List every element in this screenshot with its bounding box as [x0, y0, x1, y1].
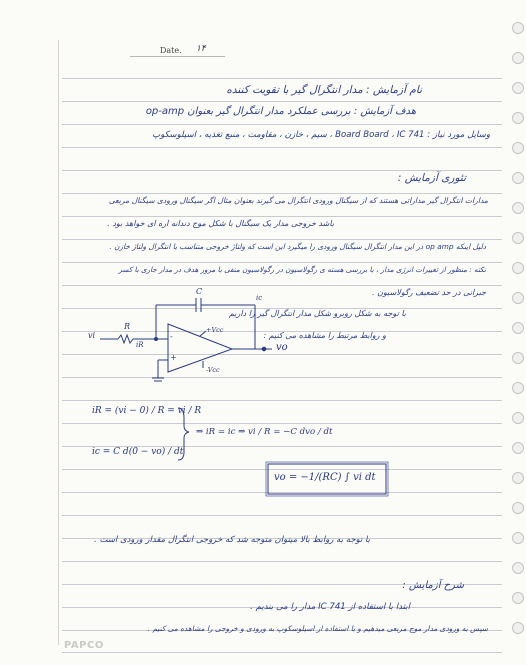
circuit-intro-line: با توجه به شکل روبرو شکل مدار انتگرال گیر را داریم — [228, 309, 406, 318]
boxed-result-equation: vo = −1/(RC) ∫ vi dt — [274, 472, 376, 483]
circuit-label-vi: vi — [88, 331, 96, 340]
theory-paragraph-line: دلیل اینکه op amp در این مدار انتگرال سیگنال ورودی را میگیرد این است که ولتاژ خروجی متناسب با انتگرال ولتاژ خازن . — [109, 242, 486, 251]
circuit-label-ir: iR — [136, 341, 144, 349]
circuit-label-vcc-pos: +Vcc — [206, 326, 224, 334]
procedure-heading: شرح آزمایش : — [402, 580, 464, 591]
experiment-goal: هدف آزمایش : بررسی عملکرد مدار انتگرال گیر بعنوان op-amp — [145, 106, 416, 117]
theory-note-line: نکته : منظور از تغییرات انرژی مدار ، با بررسی هسته ی رگولاسیون در رگولاسیون منفی با مرور هدف در مدار جاری با کسر — [118, 265, 486, 274]
theory-paragraph-line: مدارات انتگرال گیر مداراتی هستند که از سیگنال ورودی انتگرال می گیرند بعنوان مثال اگر سیگنال ورودی سیگنال مربعی — [108, 196, 488, 205]
date-label: Date. — [160, 46, 182, 55]
circuit-label-plus: + — [170, 353, 177, 362]
theory-heading: تئوری آزمایش : — [397, 172, 466, 184]
circuit-label-c: C — [196, 287, 203, 296]
circuit-label-r: R — [124, 322, 131, 331]
equation-implies: ⇒ iR = ic ⇒ vi / R = −C dvo / dt — [196, 427, 333, 437]
equation-ic: ic = C d(0 − vo) / dt — [92, 447, 184, 457]
date-value: ۱۴ — [196, 44, 206, 54]
equipment-list: وسایل مورد نیاز : Board Board ، IC 741 ، سیم ، خازن ، مقاومت ، منبع تغذیه ، اسیلوسکوپ — [152, 130, 490, 140]
papco-logo: PAPCO — [64, 640, 104, 651]
circuit-label-vo: vo — [276, 342, 288, 353]
procedure-step-line: سپس به ورودی مدار موج مربعی میدهیم و با استفاده از اسیلوسکوپ به ورودی و خروجی را مشاهده می کنیم . — [147, 624, 488, 633]
result-line: با توجه به روابط بالا میتوان متوجه شد که خروجی انتگرال مقدار ورودی است . — [94, 535, 370, 545]
circuit-label-minus: - — [170, 332, 173, 341]
theory-paragraph-line: باشد خروجی مدار یک سیگنال با شکل موج دندانه اره ای خواهد بود . — [107, 219, 334, 228]
relations-intro-line: و روابط مرتبط را مشاهده می کنیم : — [263, 331, 386, 340]
equation-ir: iR = (vi − 0) / R = vi / R — [92, 406, 202, 416]
experiment-title: نام آزمایش : مدار انتگرال گیر با تقویت کننده — [226, 84, 422, 96]
procedure-step-line: ابتدا با استفاده از IC 741 مدار را می بندیم . — [250, 602, 410, 612]
circuit-label-ic: ic — [256, 294, 263, 302]
circuit-label-vcc-neg: -Vcc — [206, 366, 220, 374]
theory-note-line: جبرانی در حد تضعیف رگولاسیون . — [372, 288, 486, 297]
